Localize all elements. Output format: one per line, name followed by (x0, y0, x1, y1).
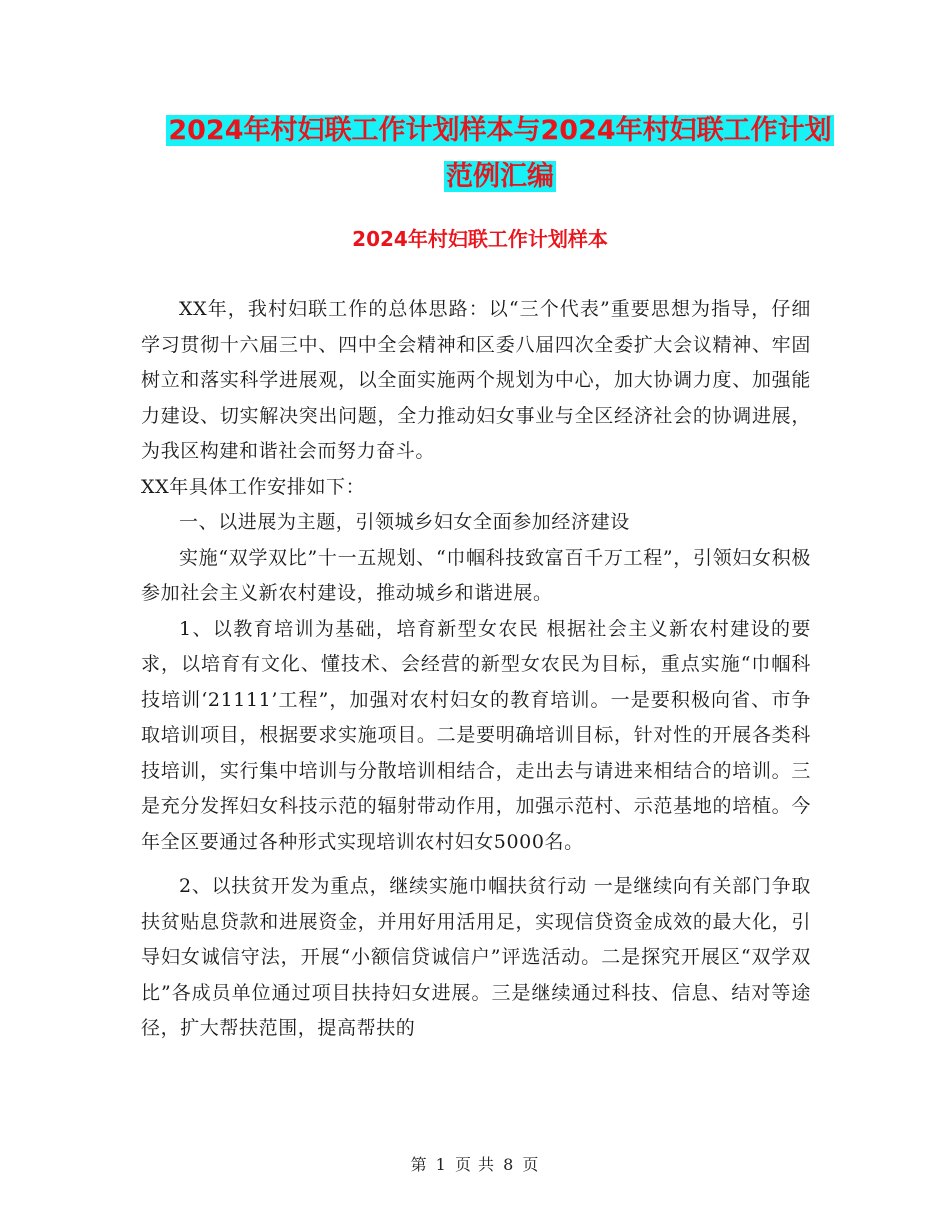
footer-mid: 页 共 (454, 1155, 496, 1174)
paragraph-item-1: 1、以教育培训为基础，培育新型女农民 根据社会主义新农村建设的要求，以培育有文化、懂技术、会经营的新型女农民为目标，重点实施“巾帼科技培训‘21111’工程”，加强对农村妇女的教育培训。一是要积极向省、市争取培训项目，根据要求实施项目。二是要明确培训目标，针对性的开展各类科技培训，实行集中培训与分散培训相结合，走出去与请进来相结合的培训。三是充分发挥妇女科技示范的辐射带动作用，加强示范村、示范基地的培植。今年全区要通过各种形式实现培训农村妇女5000名。 (141, 617, 811, 853)
paragraph-heading-1: 一、以进展为主题，引领城乡妇女全面参加经济建设 (179, 511, 630, 533)
paragraph-implementation: 实施“双学双比”十一五规划、“巾帼科技致富百千万工程”，引领妇女积极参加社会主义新农村建设，推动城乡和谐进展。 (141, 546, 811, 604)
page-footer (0, 1153, 950, 1177)
section-title: 2024年村妇联工作计划样本 (352, 227, 608, 251)
footer-prefix: 第 (410, 1155, 428, 1174)
footer-suffix: 页 (522, 1155, 540, 1174)
document-title-line1: 2024年村妇联工作计划样本与2024年村妇联工作计划 (168, 115, 832, 146)
footer-total-pages: 8 (503, 1155, 515, 1174)
document-title-line2: 范例汇编 (446, 161, 554, 192)
footer-current-page: 1 (435, 1155, 447, 1174)
paragraph-overview: XX年，我村妇联工作的总体思路：以“三个代表”重要思想为指导，仔细学习贯彻十六届三中、四中全会精神和区委八届四次全委扩大会议精神、牢固树立和落实科学进展观，以全面实施两个规划为中心，加大协调力度、加强能力建设、切实解决突出问题，全力推动妇女事业与全区经济社会的协调进展，为我区构建和谐社会而努力奋斗。 (141, 298, 811, 462)
document-title (140, 108, 860, 200)
paragraph-arrangement-intro: XX年具体工作安排如下： (141, 475, 366, 498)
paragraph-item-2: 2、以扶贫开发为重点，继续实施巾帼扶贫行动 一是继续向有关部门争取扶贫贴息贷款和进展资金，并用好用活用足，实现信贷资金成效的最大化，引导妇女诚信守法，开展“小额信贷诚信户”评选活动。二是探究开展区“双学双比”各成员单位通过项目扶持妇女进展。三是继续通过科技、信息、结对等途径，扩大帮扶范围，提高帮扶的 (141, 875, 811, 1039)
document-body (141, 292, 811, 1047)
